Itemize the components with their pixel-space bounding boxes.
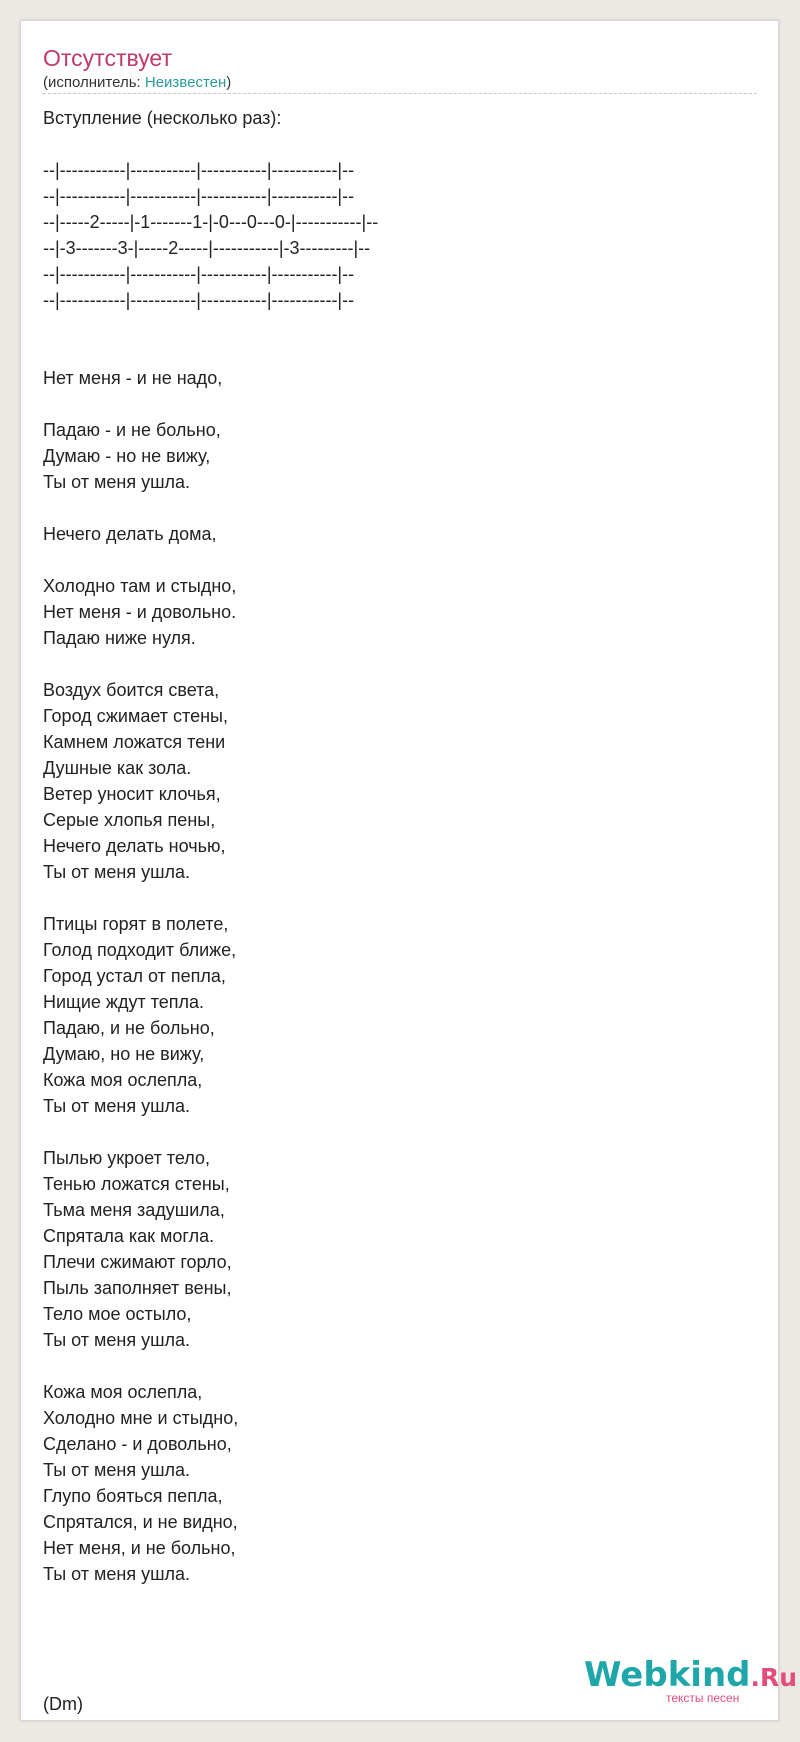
webkind-logo[interactable]: [584, 1655, 798, 1715]
lyrics-line: Голод подходит ближе,: [43, 940, 237, 960]
lyrics-line: Спрятала как могла.: [43, 1226, 215, 1246]
lyrics-line: Ты от меня ушла.: [43, 1330, 191, 1350]
lyrics-blank-line: [43, 885, 743, 911]
lyrics-line: Спрятался, и не видно,: [43, 1512, 238, 1532]
lyrics-line: Кожа моя ослепла,: [43, 1382, 203, 1402]
lyrics-line: Ты от меня ушла.: [43, 472, 191, 492]
lyrics-line: Тенью ложатся стены,: [43, 1174, 230, 1194]
lyrics-line: Город сжимает стены,: [43, 706, 228, 726]
lyrics-line: Нет меня - и не надо,: [43, 368, 223, 388]
artist-prefix: (исполнитель:: [43, 74, 145, 91]
lyrics-blank-line: [43, 313, 743, 339]
lyrics-blank-line: [43, 1353, 743, 1379]
lyrics-line: Холодно там и стыдно,: [43, 576, 237, 596]
song-title: Отсутствует: [43, 45, 172, 71]
lyrics-line: Нечего делать дома,: [43, 524, 217, 544]
lyrics-line: Нет меня, и не больно,: [43, 1538, 236, 1558]
lyrics-line: Думаю, но не вижу,: [43, 1044, 205, 1064]
lyrics-line: Ты от меня ушла.: [43, 862, 191, 882]
lyrics-line: Глупо бояться пепла,: [43, 1486, 223, 1506]
lyrics-line: --|-----------|-----------|-----------|-----------|--: [43, 186, 355, 206]
lyrics-line: --|-3-------3-|-----2-----|-----------|-3---------|--: [43, 238, 371, 258]
lyrics-blank-line: [43, 391, 743, 417]
lyrics-line: Нищие ждут тепла.: [43, 992, 205, 1012]
lyrics-blank-line: [43, 131, 743, 157]
lyrics-blank-line: [43, 651, 743, 677]
artist-link[interactable]: Неизвестен: [144, 74, 227, 91]
lyrics-line: Вступление (несколько раз):: [43, 108, 282, 128]
lyrics-line: --|-----2-----|-1-------1-|-0---0---0-|-----------|--: [43, 212, 379, 232]
content-card: [20, 20, 798, 1721]
lyrics-blank-line: [43, 1587, 743, 1613]
lyrics-line: Сделано - и довольно,: [43, 1434, 232, 1454]
lyrics-line: Тьма меня задушила,: [43, 1200, 225, 1220]
lyrics-line: Птицы горят в полете,: [43, 914, 229, 934]
lyrics-line: Ветер уносит клочья,: [43, 784, 221, 804]
lyrics-blank-line: [43, 547, 743, 573]
lyrics-line: Тело мое остыло,: [43, 1304, 192, 1324]
lyrics-line: Кожа моя ослепла,: [43, 1070, 203, 1090]
lyrics-line: Душные как зола.: [43, 758, 192, 778]
logo-tld: .Ru: [750, 1663, 798, 1692]
lyrics-blank-line: [43, 1119, 743, 1145]
lyrics-line: --|-----------|-----------|-----------|-----------|--: [43, 264, 355, 284]
lyrics-blank-line: [43, 1613, 743, 1639]
logo-main-text: Webkind: [584, 1655, 751, 1695]
lyrics-blank-line: [43, 495, 743, 521]
lyrics-line: --|-----------|-----------|-----------|-----------|--: [43, 160, 355, 180]
lyrics-line: Пылью укроет тело,: [43, 1148, 210, 1168]
lyrics-line: Холодно мне и стыдно,: [43, 1408, 239, 1428]
artist-line: [43, 73, 231, 93]
lyrics-line: Ты от меня ушла.: [43, 1564, 191, 1584]
lyrics-blank-line: [43, 339, 743, 365]
lyrics-line: Падаю ниже нуля.: [43, 628, 196, 648]
lyrics-line: Думаю - но не вижу,: [43, 446, 211, 466]
lyrics-line: Серые хлопья пены,: [43, 810, 216, 830]
lyrics-line: Воздух боится света,: [43, 680, 220, 700]
lyrics-line: Нет меня - и довольно.: [43, 602, 237, 622]
logo-subtitle: тексты песен: [666, 1691, 740, 1705]
lyrics-line: (Dm): [43, 1694, 83, 1714]
lyrics-line: Ты от меня ушла.: [43, 1460, 191, 1480]
lyrics-line: --|-----------|-----------|-----------|-----------|--: [43, 290, 355, 310]
lyrics-line: Нечего делать ночью,: [43, 836, 226, 856]
artist-suffix: ): [226, 74, 232, 91]
lyrics-line: Падаю - и не больно,: [43, 420, 221, 440]
lyrics-line: Камнем ложатся тени: [43, 732, 226, 752]
header-divider: [43, 93, 757, 94]
lyrics-line: Падаю, и не больно,: [43, 1018, 215, 1038]
lyrics-line: Город устал от пепла,: [43, 966, 226, 986]
lyrics-line: Пыль заполняет вены,: [43, 1278, 232, 1298]
lyrics-line: Плечи сжимают горло,: [43, 1252, 232, 1272]
lyrics-body: [43, 105, 743, 1717]
lyrics-line: Ты от меня ушла.: [43, 1096, 191, 1116]
